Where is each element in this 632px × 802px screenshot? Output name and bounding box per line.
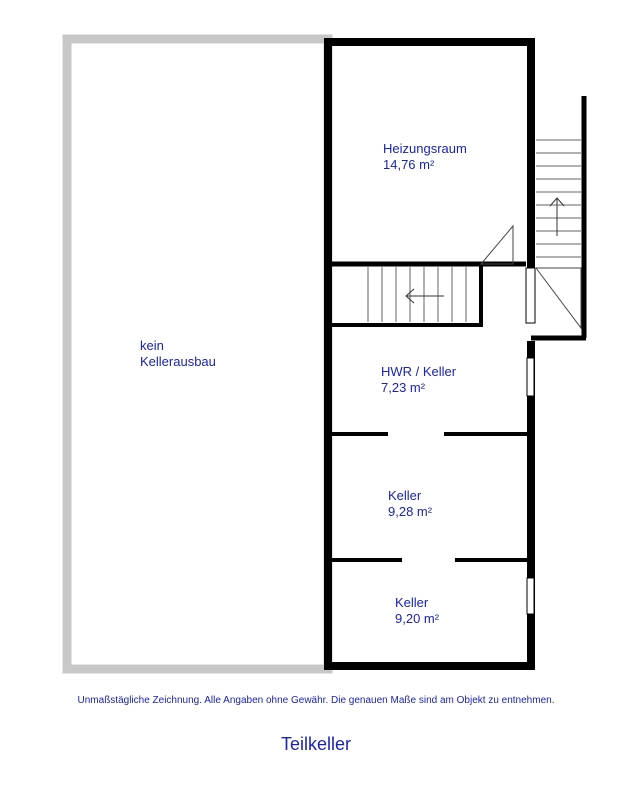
room-area: 9,20 m²	[395, 611, 440, 626]
room-label-keller-1	[388, 488, 432, 520]
disclaimer-text: Unmaßstägliche Zeichnung. Alle Angaben ohne Gewähr. Die genauen Maße sind am Objekt zu entnehmen.	[77, 695, 555, 706]
room-name: Heizungsraum	[383, 141, 467, 156]
room-label-unbuilt	[140, 338, 216, 370]
room-name: Keller	[395, 595, 429, 610]
door-swing	[481, 226, 513, 264]
room-area: 14,76 m²	[383, 157, 435, 172]
exterior-stair-arrow	[550, 198, 564, 236]
interior-staircase	[332, 226, 526, 325]
room-area: Kellerausbau	[140, 354, 216, 369]
plan-title: Teilkeller	[280, 734, 352, 754]
outer-wall	[328, 42, 531, 666]
room-label-heizungsraum	[383, 141, 467, 173]
room-label-keller-2	[395, 595, 439, 627]
room-name: kein	[140, 338, 164, 353]
room-area: 9,28 m²	[388, 504, 433, 519]
exterior-staircase	[531, 96, 586, 338]
room-name: Keller	[388, 488, 422, 503]
room-label-hwr-keller	[381, 364, 456, 396]
room-name: HWR / Keller	[381, 364, 457, 379]
room-area: 7,23 m²	[381, 380, 426, 395]
